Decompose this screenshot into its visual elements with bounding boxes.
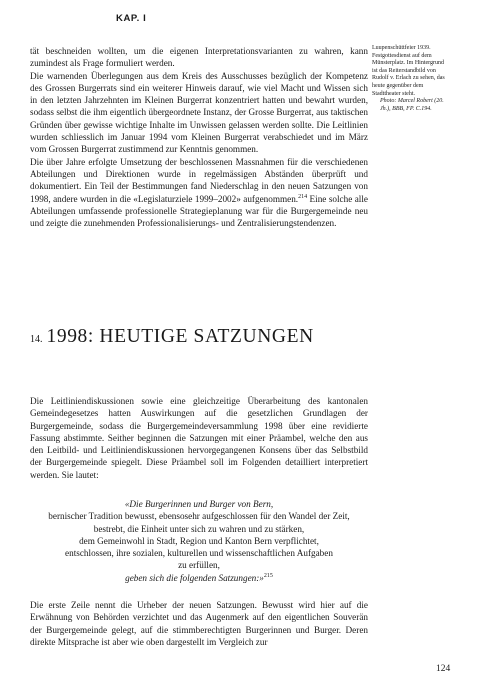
photo-credit: Photo: Marcel Robert (20. Jh.), BBB, FP. C.194. [380,98,444,112]
quote-closing-line [30,572,368,584]
section-heading [30,326,314,348]
quote-line: geben sich die folgenden Satzungen:» [125,572,264,583]
body-text-middle [30,395,368,481]
paragraph [30,156,368,230]
paragraph-text: Die über Jahre erfolgte Umsetzung der beschlossenen Massnahmen für die verschiedenen Abteilungen und Direktionen wurde in regelmässigen Abständen überprüft und dokumentiert. Ein Teil der Bestimmungen fand Niederschlag in den neuen Satzungen von 1998, andere wurden in die «Legislaturziele 1999–2002» aufgenommen. [30,156,368,204]
paragraph: Die warnenden Überlegungen aus dem Kreis des Ausschusses bezüglich der Kompetenz des Grossen Burgerrats sind ein weiterer Hinweis darauf, wie viel Macht und Wissen sich in den letzten Jahrzehnten im Kleinen Burgerrat konzentriert hatten und bewahrt wurden, sodass selbst die ihm eigentlich übergeordnete Instanz, der Grosse Burgerrat, aus taktischen Gründen über gewisse wichtige Inhalte im Unwissen gelassen werden sollte. Die Leitlinien wurden schliesslich im Januar 1994 vom Kleinen Burgerrat verabschiedet und im März vom Grossen Burgerrat zustimmend zur Kenntnis genommen. [30,70,368,155]
quote-line: dem Gemeinwohl in Stadt, Region und Kanton Bern verpflichtet, [79,535,319,546]
page-number: 124 [436,664,451,674]
quote-line: «Die Burgerinnen und Burger von Bern, [124,499,274,509]
quote-line: bestrebt, die Einheit unter sich zu wahren und zu stärken, [93,523,305,534]
paragraph-text: Eine solche alle Abteilungen umfassende professionelle Strategieplanung war für die Burgergemeinde neu und zeigte die zunehmenden Professionalisierungs- und Zentralisierungstendenzen. [30,193,368,229]
paragraph: Die erste Zeile nennt die Urheber der neuen Satzungen. Bewusst wird hier auf die Erwähnung von Behörden verzichtet und das Augenmerk auf den eigentlichen Souverän der Burgergemeinde gelegt, auf die stimmberechtigten Burgerinnen und Burger. Deren direkte Mitsprache ist aber wie oben dargestellt im Vergleich zur [30,600,368,647]
quote-line: entschlossen, ihre sozialen, kulturellen und wissenschaftlichen Aufgaben [65,548,333,559]
chapter-header: KAP. I [116,13,147,24]
footnote-ref: 214 [298,193,308,200]
paragraph: tät beschneiden wollten, um die eigenen Interpretationsvarianten zu wahren, kann zumindest als Frage formuliert werden. [30,46,368,69]
section-number: 14. [30,334,43,345]
section-title: 1998: HEUTIGE SATZUNGEN [46,326,314,347]
preamble-quote [30,498,368,584]
paragraph: Die Leitliniendiskussionen sowie eine gleichzeitige Überarbeitung des kantonalen Gemeindegesetzes hatten Auswirkungen auf die gesetzlichen Grundlagen der Burgergemeinde, sodass die Burgergemeindeversammlung 1998 über eine revidierte Fassung abstimmte. Seither beginnen die Satzungen mit einer Präambel, welche den aus den Leitbild- und Leitliniendiskussionen hervorgegangenen Konsens über das Selbstbild der Burgergemeinde spiegelt. Diese Präambel soll im Folgenden detailliert interpretiert werden. Sie lautet: [30,396,368,480]
footnote-ref: 215 [263,572,273,579]
body-text-top [30,45,368,229]
caption-text: Luupenschüttfeier 1939. Festgottesdienst auf dem Münsterplatz. Im Hintergrund ist das Reiterstandbild von Rudolf v. Erlach zu sehen, das heute gegenüber dem Stadttheater steht. [372,45,445,97]
quote-line: bernischer Tradition bewusst, ebensosehr aufgeschlossen für den Wandel der Zeit, [48,511,350,522]
quote-line: zu erfüllen, [178,560,220,571]
body-text-bottom [30,599,368,648]
image-caption [372,45,450,113]
